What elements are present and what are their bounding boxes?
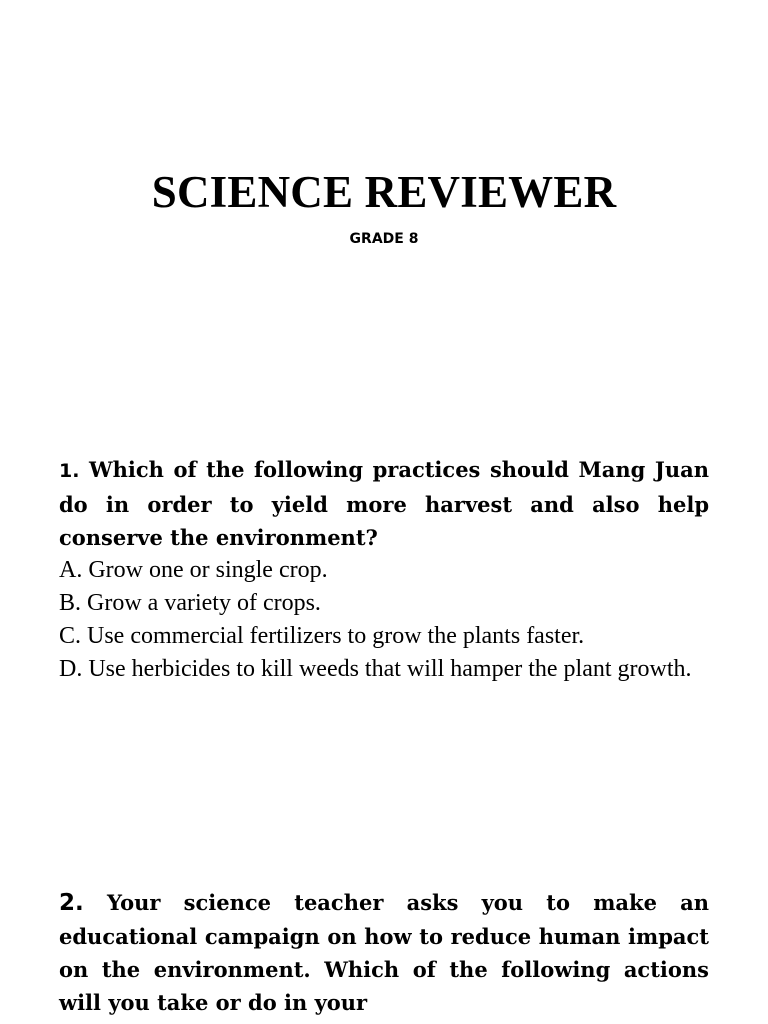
question-1-number: 1. — [59, 460, 80, 482]
option-c: C. Use commercial fertilizers to grow the plants faster. — [59, 623, 585, 649]
question-1-options — [59, 554, 709, 686]
question-2-number: 2. — [59, 890, 84, 916]
question-2-text: Your science teacher asks you to make an educational campaign on how to reduce human impact on the environment. Which of the following actions will you take or do in your — [59, 890, 710, 1015]
option-a: A. Grow one or single crop. — [59, 557, 328, 583]
question-2-stem — [59, 886, 709, 1019]
page-title: SCIENCE REVIEWER — [151, 167, 617, 217]
option-b: B. Grow a variety of crops. — [59, 590, 321, 616]
option-d: D. Use herbicides to kill weeds that will hamper the plant growth. — [59, 656, 692, 682]
question-1-stem — [59, 453, 709, 554]
grade-label: GRADE 8 — [349, 231, 419, 247]
question-2 — [59, 886, 709, 1019]
question-1-text: Which of the following practices should Mang Juan do in order to yield more harvest and also help conserve the environment? — [59, 457, 710, 550]
question-1 — [59, 453, 709, 686]
